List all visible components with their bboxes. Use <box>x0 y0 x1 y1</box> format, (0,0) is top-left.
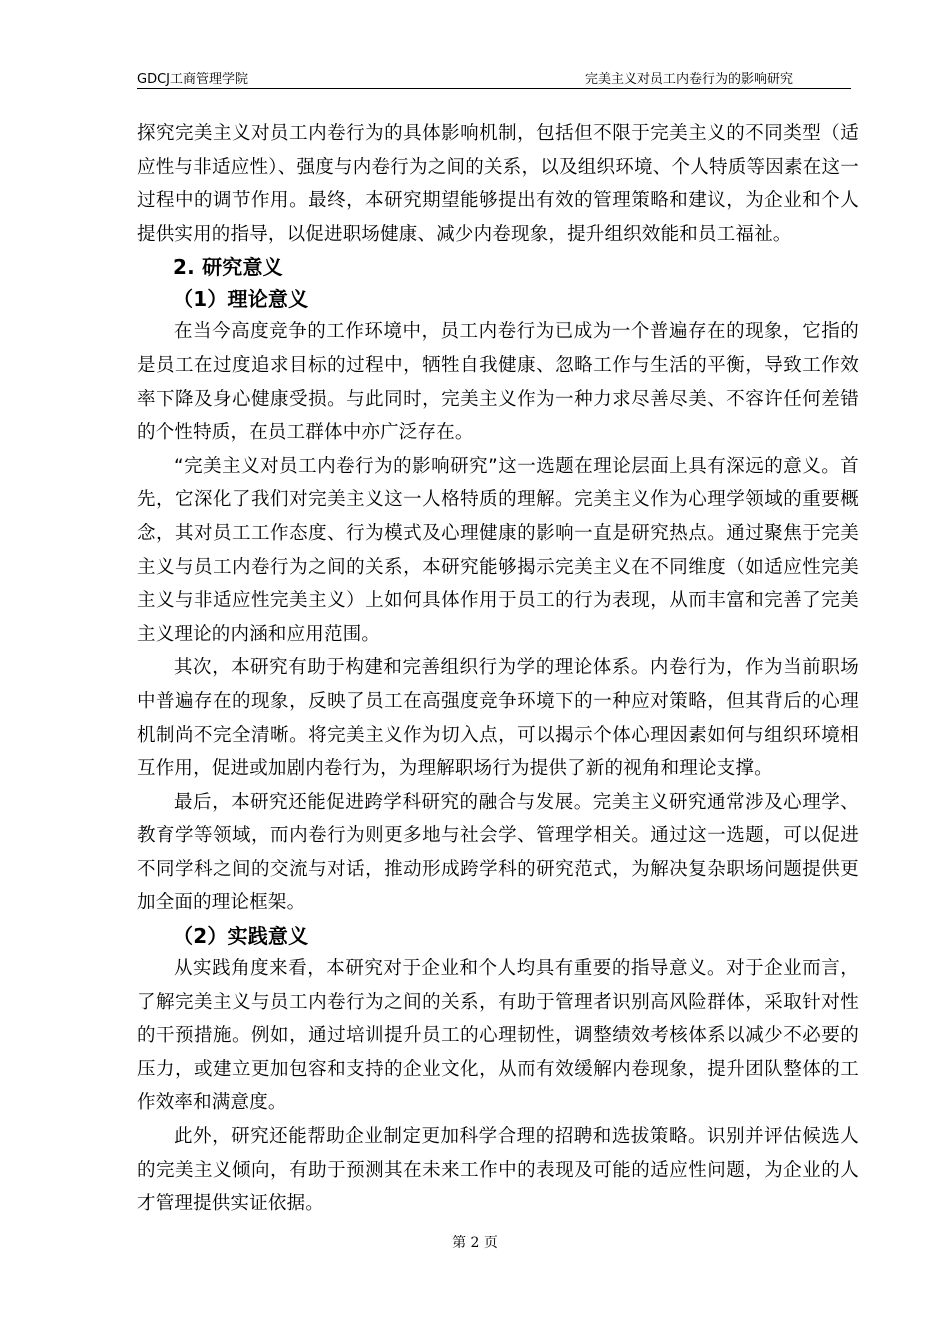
page-number: 第 2 页 <box>452 1235 498 1251</box>
subsection-heading-theory: （1）理论意义 <box>173 287 309 312</box>
paragraph-theory-3: 其次，本研究有助于构建和完善组织行为学的理论体系。内卷行为，作为当前职场中普遍存在的现象，反映了员工在高强度竞争环境下的一种应对策略，但其背后的心理机制尚不完全清晰。将完美主义作为切入点，可以揭示个体心理因素如何与组织环境相互作用，促进或加剧内卷行为，为理解职场行为提供了新的视角和理论支撑。 <box>137 657 859 780</box>
section-heading-research-significance: 2. 研究意义 <box>173 255 283 280</box>
paragraph-theory-1: 在当今高度竞争的工作环境中，员工内卷行为已成为一个普遍存在的现象，它指的是员工在过度追求目标的过程中，牺牲自我健康、忽略工作与生活的平衡，导致工作效率下降及身心健康受损。与此同时，完美主义作为一种力求尽善尽美、不容许任何差错的个性特质，在员工群体中亦广泛存在。 <box>137 321 859 444</box>
subsection-heading-practice: （2）实践意义 <box>173 924 309 949</box>
paragraph-theory-4: 最后，本研究还能促进跨学科研究的融合与发展。完美主义研究通常涉及心理学、教育学等领域，而内卷行为则更多地与社会学、管理学相关。通过这一选题，可以促进不同学科之间的交流与对话，推动形成跨学科的研究范式，为解决复杂职场问题提供更加全面的理论框架。 <box>137 791 859 914</box>
header-title: 完美主义对员工内卷行为的影响研究 <box>584 72 793 87</box>
paragraph-practice-1: 从实践角度来看，本研究对于企业和个人均具有重要的指导意义。对于企业而言，了解完美主义与员工内卷行为之间的关系，有助于管理者识别高风险群体，采取针对性的干预措施。例如，通过培训提升员工的心理韧性，调整绩效考核体系以减少不必要的压力，或建立更加包容和支持的企业文化，从而有效缓解内卷现象，提升团队整体的工作效率和满意度。 <box>137 958 859 1114</box>
page-body <box>137 117 859 1221</box>
paragraph-intro-continued: 探究完美主义对员工内卷行为的具体影响机制，包括但不限于完美主义的不同类型（适应性与非适应性）、强度与内卷行为之间的关系，以及组织环境、个人特质等因素在这一过程中的调节作用。最终，本研究期望能够提出有效的管理策略和建议，为企业和个人提供实用的指导，以促进职场健康、减少内卷现象，提升组织效能和员工福祉。 <box>137 123 859 245</box>
header-institution: GDCJ工商管理学院 <box>137 72 248 87</box>
paragraph-practice-2: 此外，研究还能帮助企业制定更加科学合理的招聘和选拔策略。识别并评估候选人的完美主义倾向，有助于预测其在未来工作中的表现及可能的适应性问题，为企业的人才管理提供实证依据。 <box>137 1126 859 1215</box>
page-header <box>137 66 851 89</box>
paragraph-theory-2: “完美主义对员工内卷行为的影响研究”这一选题在理论层面上具有深远的意义。首先，它深化了我们对完美主义这一人格特质的理解。完美主义作为心理学领域的重要概念，其对员工工作态度、行为模式及心理健康的影响一直是研究热点。通过聚焦于完美主义与员工内卷行为之间的关系，本研究能够揭示完美主义在不同维度（如适应性完美主义与非适应性完美主义）上如何具体作用于员工的行为表现，从而丰富和完善了完美主义理论的内涵和应用范围。 <box>137 455 859 645</box>
